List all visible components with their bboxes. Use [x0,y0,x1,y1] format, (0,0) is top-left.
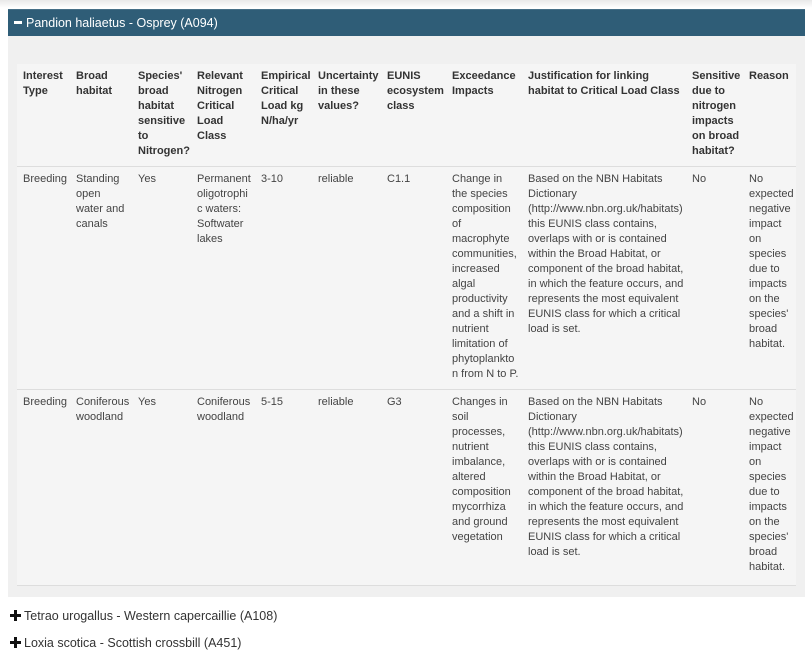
table-cell: Breeding [17,167,70,390]
species-title: Tetrao urogallus - Western capercaillie (A108) [24,609,278,623]
column-header: Justification for linking habitat to Critical Load Class [522,64,686,167]
column-header: Sensitive due to nitrogen impacts on broad habitat? [686,64,743,167]
table-cell: Yes [132,167,191,390]
table-cell: 5-15 [255,390,312,586]
plus-icon [10,610,21,621]
species-title: Loxia scotica - Scottish crossbill (A451) [24,636,242,650]
table-cell: reliable [312,390,381,586]
species-panel [8,36,805,597]
table-cell: G3 [381,390,446,586]
table-cell: Yes [132,390,191,586]
species-title: Pandion haliaetus - Osprey (A094) [26,16,218,30]
column-header: Empirical Critical Load kg N/ha/yr [255,64,312,167]
table-cell: No expected negative impact on species due to impacts on the species' broad habitat. [743,167,796,390]
table-cell: Based on the NBN Habitats Dictionary (http://www.nbn.org.uk/habitats) this EUNIS class contains, overlaps with or is contained within the Broad Habitat, or component of the broad habitat, in which the feature occurs, and represents the most equivalent EUNIS class for which a critical load is set. [522,167,686,390]
table-cell: No [686,390,743,586]
table-cell: No [686,167,743,390]
table-cell: Coniferous woodland [70,390,132,586]
column-header: Reason [743,64,796,167]
species-accordion-header-crossbill[interactable] [10,633,241,653]
table-cell: Breeding [17,390,70,586]
table-cell: C1.1 [381,167,446,390]
column-header: Uncertainty in these values? [312,64,381,167]
table-cell: Standing open water and canals [70,167,132,390]
table-row [17,167,796,390]
table-cell: Changes in soil processes, nutrient imbalance, altered composition mycorrhiza and ground vegetation [446,390,522,586]
column-header: EUNIS ecosystem class [381,64,446,167]
table-cell: Permanent oligotrophic waters: Softwater lakes [191,167,255,390]
table-cell: reliable [312,167,381,390]
table-cell: Based on the NBN Habitats Dictionary (http://www.nbn.org.uk/habitats) this EUNIS class contains, overlaps with or is contained within the Broad Habitat, or component of the broad habitat, in which the feature occurs, and represents the most equivalent EUNIS class for which a critical load is set. [522,390,686,586]
table-cell: Coniferous woodland [191,390,255,586]
table-cell: Change in the species composition of macrophyte communities, increased algal productivity and a shift in nutrient limitation of phytoplankton from N to P. [446,167,522,390]
table-row [17,390,796,586]
column-header: Broad habitat [70,64,132,167]
table-cell: No expected negative impact on species due to impacts on the species' broad habitat. [743,390,796,586]
table-cell: 3-10 [255,167,312,390]
column-header: Species' broad habitat sensitive to Nitrogen? [132,64,191,167]
plus-icon [10,637,21,648]
species-accordion-header-osprey[interactable] [8,9,805,36]
column-header: Exceedance Impacts [446,64,522,167]
minus-icon [14,21,22,24]
table-header-row [17,64,796,167]
column-header: Interest Type [17,64,70,167]
species-accordion-header-capercaillie[interactable] [10,606,277,626]
top-shadow [0,0,812,8]
critical-load-table [17,64,796,586]
column-header: Relevant Nitrogen Critical Load Class [191,64,255,167]
